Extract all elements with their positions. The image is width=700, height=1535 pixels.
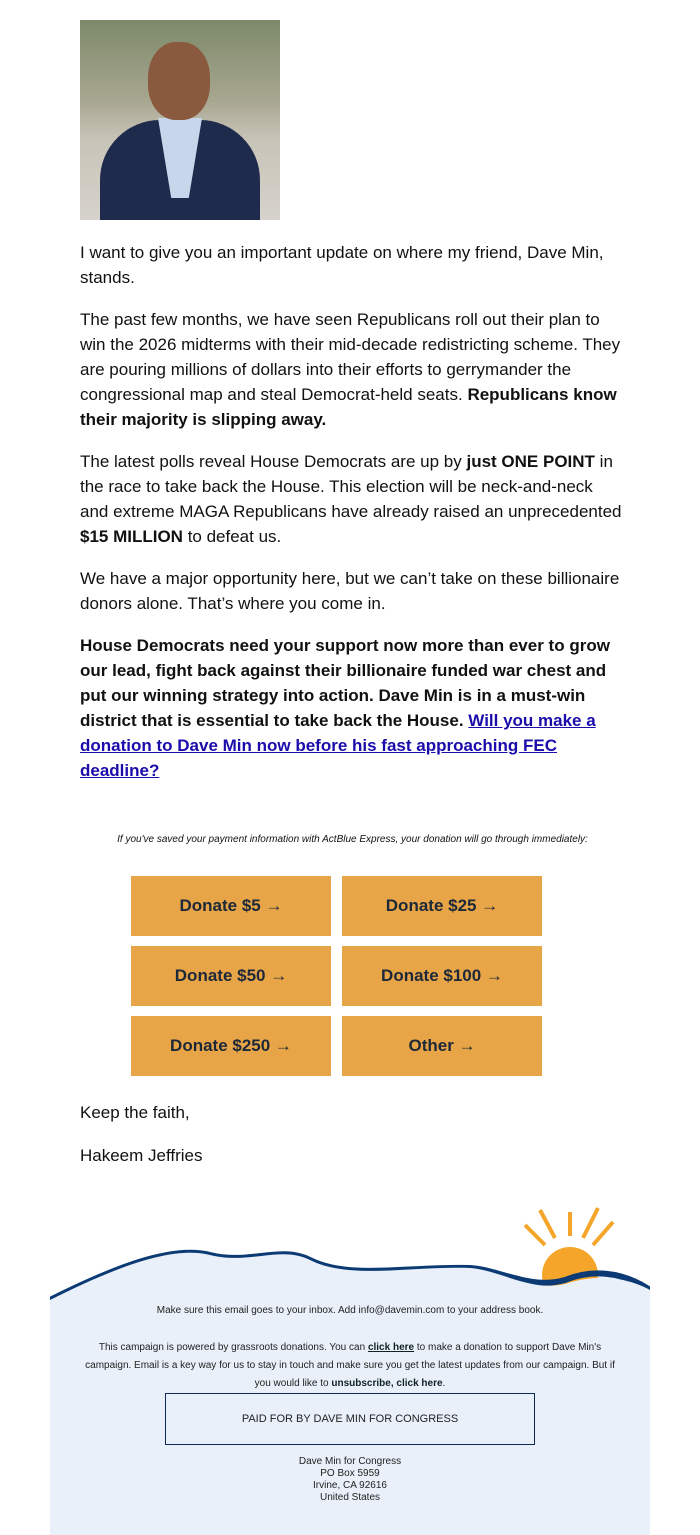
address-line: United States xyxy=(319,1492,381,1503)
address-line: Dave Min for Congress xyxy=(298,1456,402,1467)
text: to defeat us. xyxy=(182,527,282,546)
donate-25-button[interactable]: Donate $25 → xyxy=(342,876,542,936)
donate-other-button[interactable]: Other → xyxy=(342,1016,542,1076)
text: The past few months, we have seen Republicans roll out their plan to win the 2026 midterms with their mid-decade redistricting scheme. They are pouring millions of dollars into their efforts to gerrymander the congressional map and steal Democrat-held seats. xyxy=(80,310,621,404)
mailing-address xyxy=(50,1456,650,1504)
donation-link[interactable]: Will you make a donation to Dave Min now before his fast approaching FEC deadline? xyxy=(80,711,596,780)
bold-text: House Democrats need your support now more than ever to grow our lead, fight back against their billionaire funded war chest and put our winning strategy into action. Dave Min is in a must-win district that is essential to take back the House. xyxy=(80,636,610,730)
paragraph-1: I want to give you an important update on where my friend, Dave Min, stands. xyxy=(80,243,604,287)
paragraph-3 xyxy=(80,449,625,549)
paragraph-5 xyxy=(80,633,625,783)
donate-5-button[interactable]: Donate $5 → xyxy=(131,876,331,936)
text: . xyxy=(442,1378,446,1389)
bold-text: just ONE POINT xyxy=(466,452,595,471)
wave-sun-logo xyxy=(50,1200,650,1310)
donate-50-button[interactable]: Donate $50 → xyxy=(131,946,331,1006)
text: in the race to take back the House. This election will be neck-and-neck and extreme MAGA Republicans have already raised an unprecedented xyxy=(80,452,622,521)
inbox-notice: Make sure this email goes to your inbox. Add info@davemin.com to your address book. xyxy=(156,1305,544,1316)
paragraph-2 xyxy=(80,307,625,432)
closing: Keep the faith, xyxy=(80,1103,190,1122)
donate-click-here-link[interactable]: click here xyxy=(367,1342,415,1353)
donate-100-button[interactable]: Donate $100 → xyxy=(342,946,542,1006)
bold-text: $15 MILLION xyxy=(80,527,183,546)
actblue-note: If you've saved your payment information with ActBlue Express, your donation will go through immediately: xyxy=(117,834,588,845)
signature: Hakeem Jeffries xyxy=(80,1146,203,1165)
address-line: PO Box 5959 xyxy=(320,1468,380,1479)
unsubscribe-link[interactable]: unsubscribe, click here xyxy=(331,1378,443,1389)
text: to make a donation to support Dave Min's campaign. Email is a key way for us to stay in touch and make sure you get the latest updates from our campaign. But if you would like to xyxy=(85,1342,615,1389)
text: The latest polls reveal House Democrats are up by xyxy=(80,452,467,471)
paragraph-4: We have a major opportunity here, but we can’t take on these billionaire donors alone. That’s where you come in. xyxy=(80,569,620,613)
text: This campaign is powered by grassroots donations. You can xyxy=(98,1342,368,1353)
paid-for-disclaimer: PAID FOR BY DAVE MIN FOR CONGRESS xyxy=(165,1393,535,1445)
email-body xyxy=(80,240,625,800)
grassroots-notice xyxy=(50,1339,650,1393)
bold-text: Republicans know their majority is slipping away. xyxy=(80,385,617,429)
hakeem-jeffries-photo xyxy=(80,20,280,220)
address-line: Irvine, CA 92616 xyxy=(313,1480,387,1491)
donate-250-button[interactable]: Donate $250 → xyxy=(131,1016,331,1076)
